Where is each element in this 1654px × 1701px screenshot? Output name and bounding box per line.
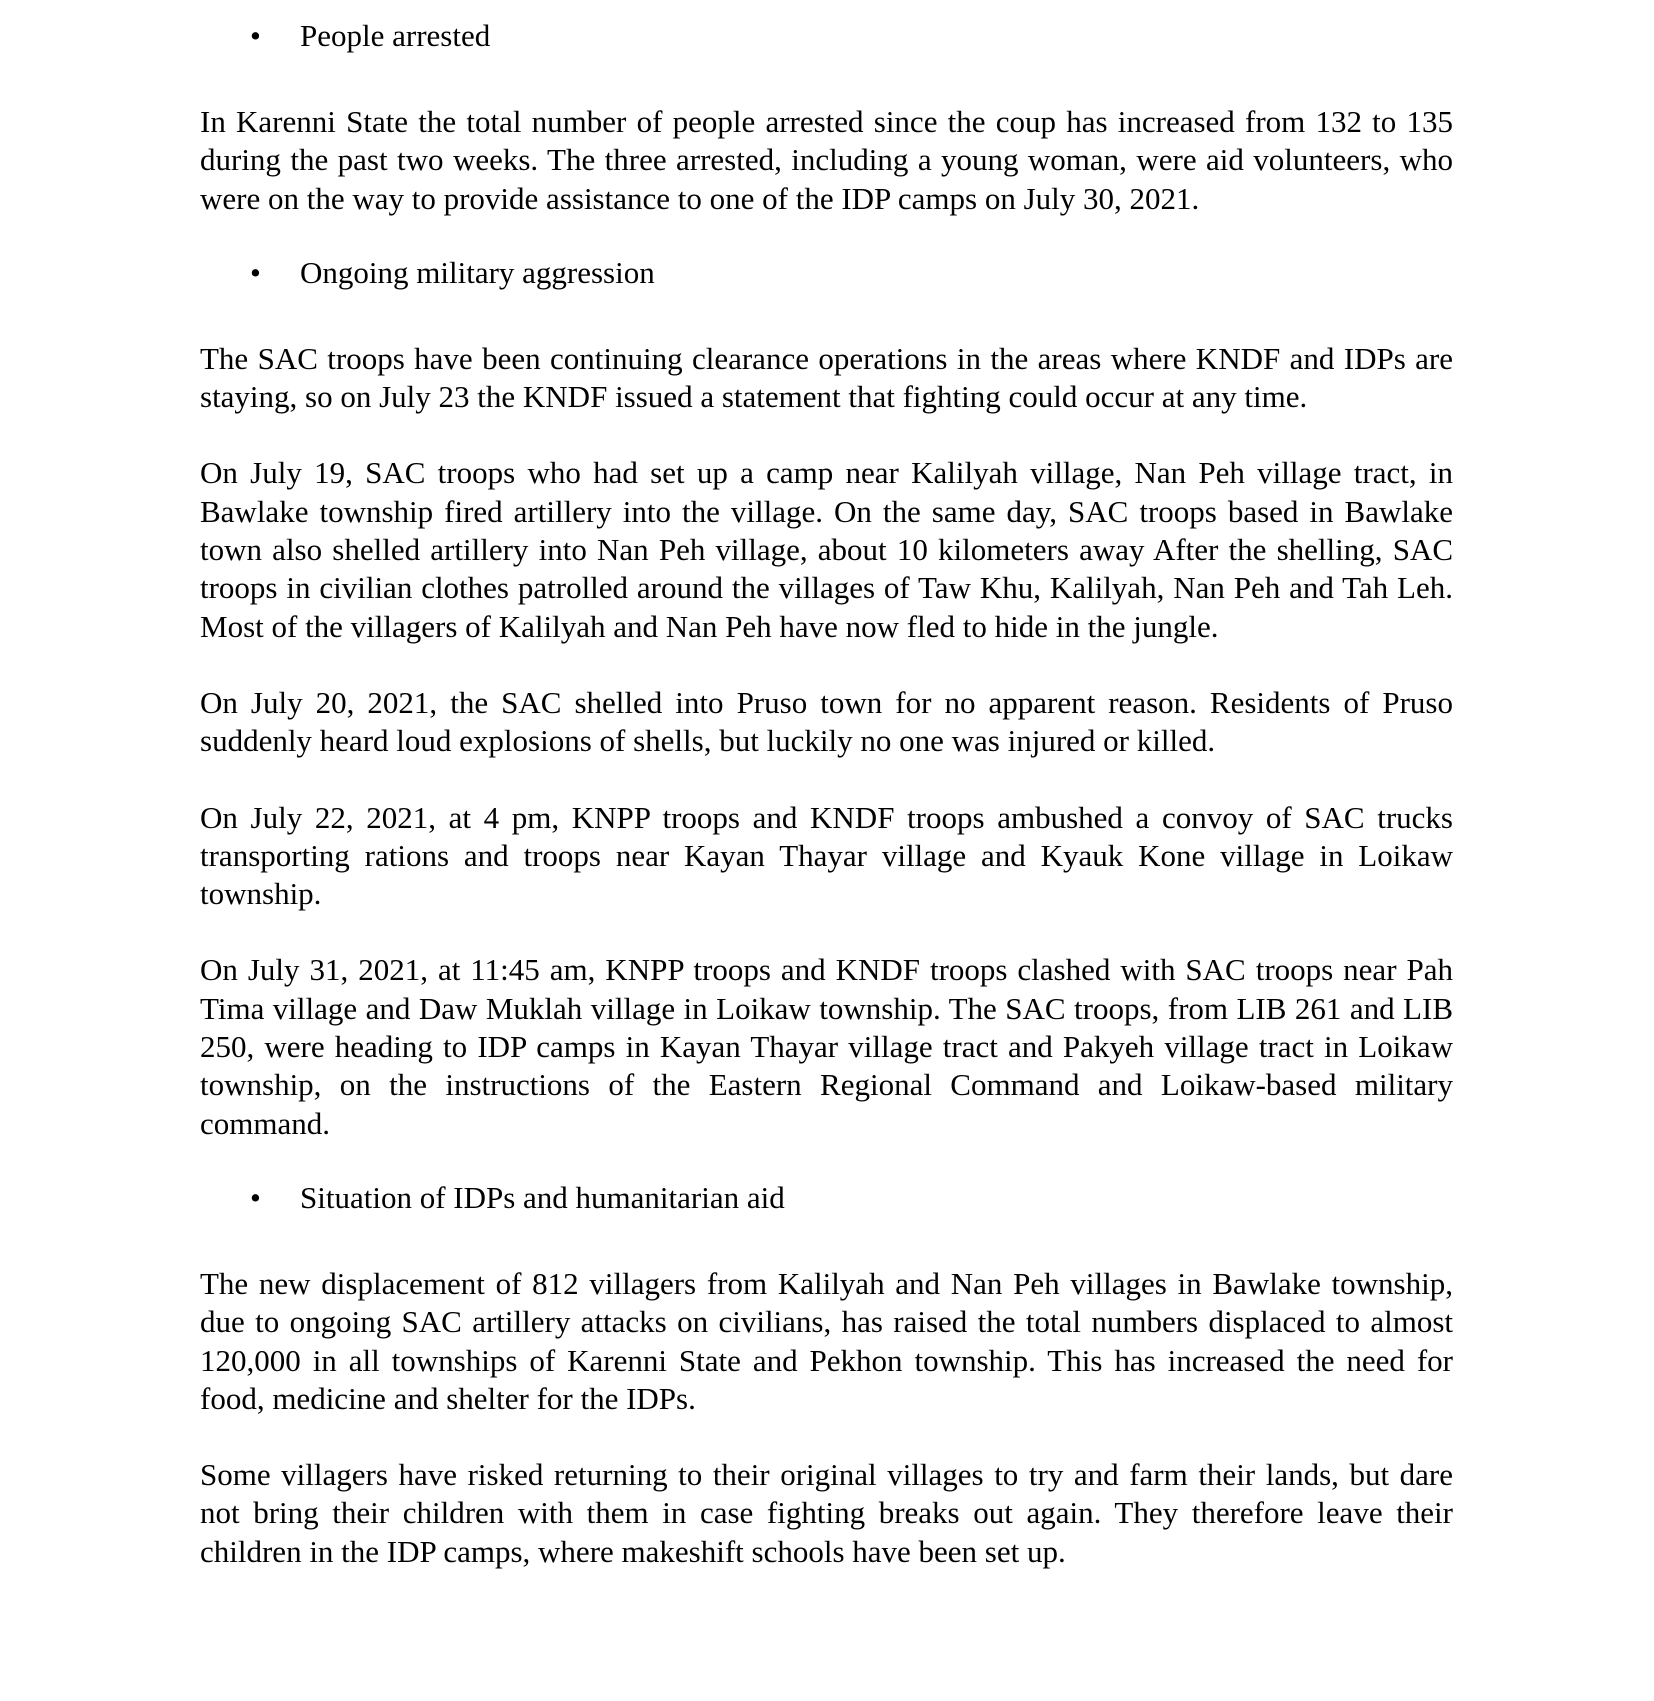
document-page	[200, 0, 1453, 1571]
bullet-icon: •	[250, 18, 261, 53]
paragraph: On July 31, 2021, at 11:45 am, KNPP troops and KNDF troops clashed with SAC troops near Pah Tima village and Daw Muklah village in Loikaw township. The SAC troops, from LIB 261 and LIB 250, were heading to IDP camps in Kayan Thayar village tract and Pakyeh village tract in Loikaw township, on the instructions of the Eastern Regional Command and Loikaw-based military command.	[200, 952, 1453, 1141]
section-heading-military-aggression	[200, 254, 1453, 292]
section-heading-people-arrested	[200, 17, 1453, 55]
paragraph: On July 19, SAC troops who had set up a camp near Kalilyah village, Nan Peh village tract, in Bawlake township fired artillery into the village. On the same day, SAC troops based in Bawlake town also shelled artillery into Nan Peh village, about 10 kilometers away After the shelling, SAC troops in civilian clothes patrolled around the villages of Taw Khu, Kalilyah, Nan Peh and Tah Leh. Most of the villagers of Kalilyah and Nan Peh have now fled to hide in the jungle.	[200, 455, 1453, 644]
paragraph: In Karenni State the total number of people arrested since the coup has increased from 132 to 135 during the past two weeks. The three arrested, including a young woman, were aid volunteers, who were on the way to provide assistance to one of the IDP camps on July 30, 2021.	[200, 104, 1453, 216]
section-heading-text: People arrested	[300, 18, 491, 53]
section-heading-idps-humanitarian-aid	[200, 1179, 1453, 1217]
section-heading-text: Ongoing military aggression	[300, 254, 655, 290]
paragraph: The SAC troops have been continuing clearance operations in the areas where KNDF and IDPs are staying, so on July 23 the KNDF issued a statement that fighting could occur at any time.	[200, 340, 1453, 415]
bullet-icon: •	[250, 1179, 261, 1215]
paragraph: The new displacement of 812 villagers from Kalilyah and Nan Peh villages in Bawlake township, due to ongoing SAC artillery attacks on civilians, has raised the total numbers displaced to almost 120,000 in all townships of Karenni State and Pekhon township. This has increased the need for food, medicine and shelter for the IDPs.	[200, 1265, 1453, 1416]
bullet-icon: •	[250, 254, 261, 290]
paragraph: On July 22, 2021, at 4 pm, KNPP troops and KNDF troops ambushed a convoy of SAC trucks transporting rations and troops near Kayan Thayar village and Kyauk Kone village in Loikaw township.	[200, 799, 1453, 912]
section-heading-text: Situation of IDPs and humanitarian aid	[300, 1179, 785, 1215]
paragraph: Some villagers have risked returning to their original villages to try and farm their lands, but dare not bring their children with them in case fighting breaks out again. They therefore leave their children in the IDP camps, where makeshift schools have been set up.	[200, 1457, 1453, 1569]
paragraph: On July 20, 2021, the SAC shelled into Pruso town for no apparent reason. Residents of Pruso suddenly heard loud explosions of shells, but luckily no one was injured or killed.	[200, 684, 1453, 759]
